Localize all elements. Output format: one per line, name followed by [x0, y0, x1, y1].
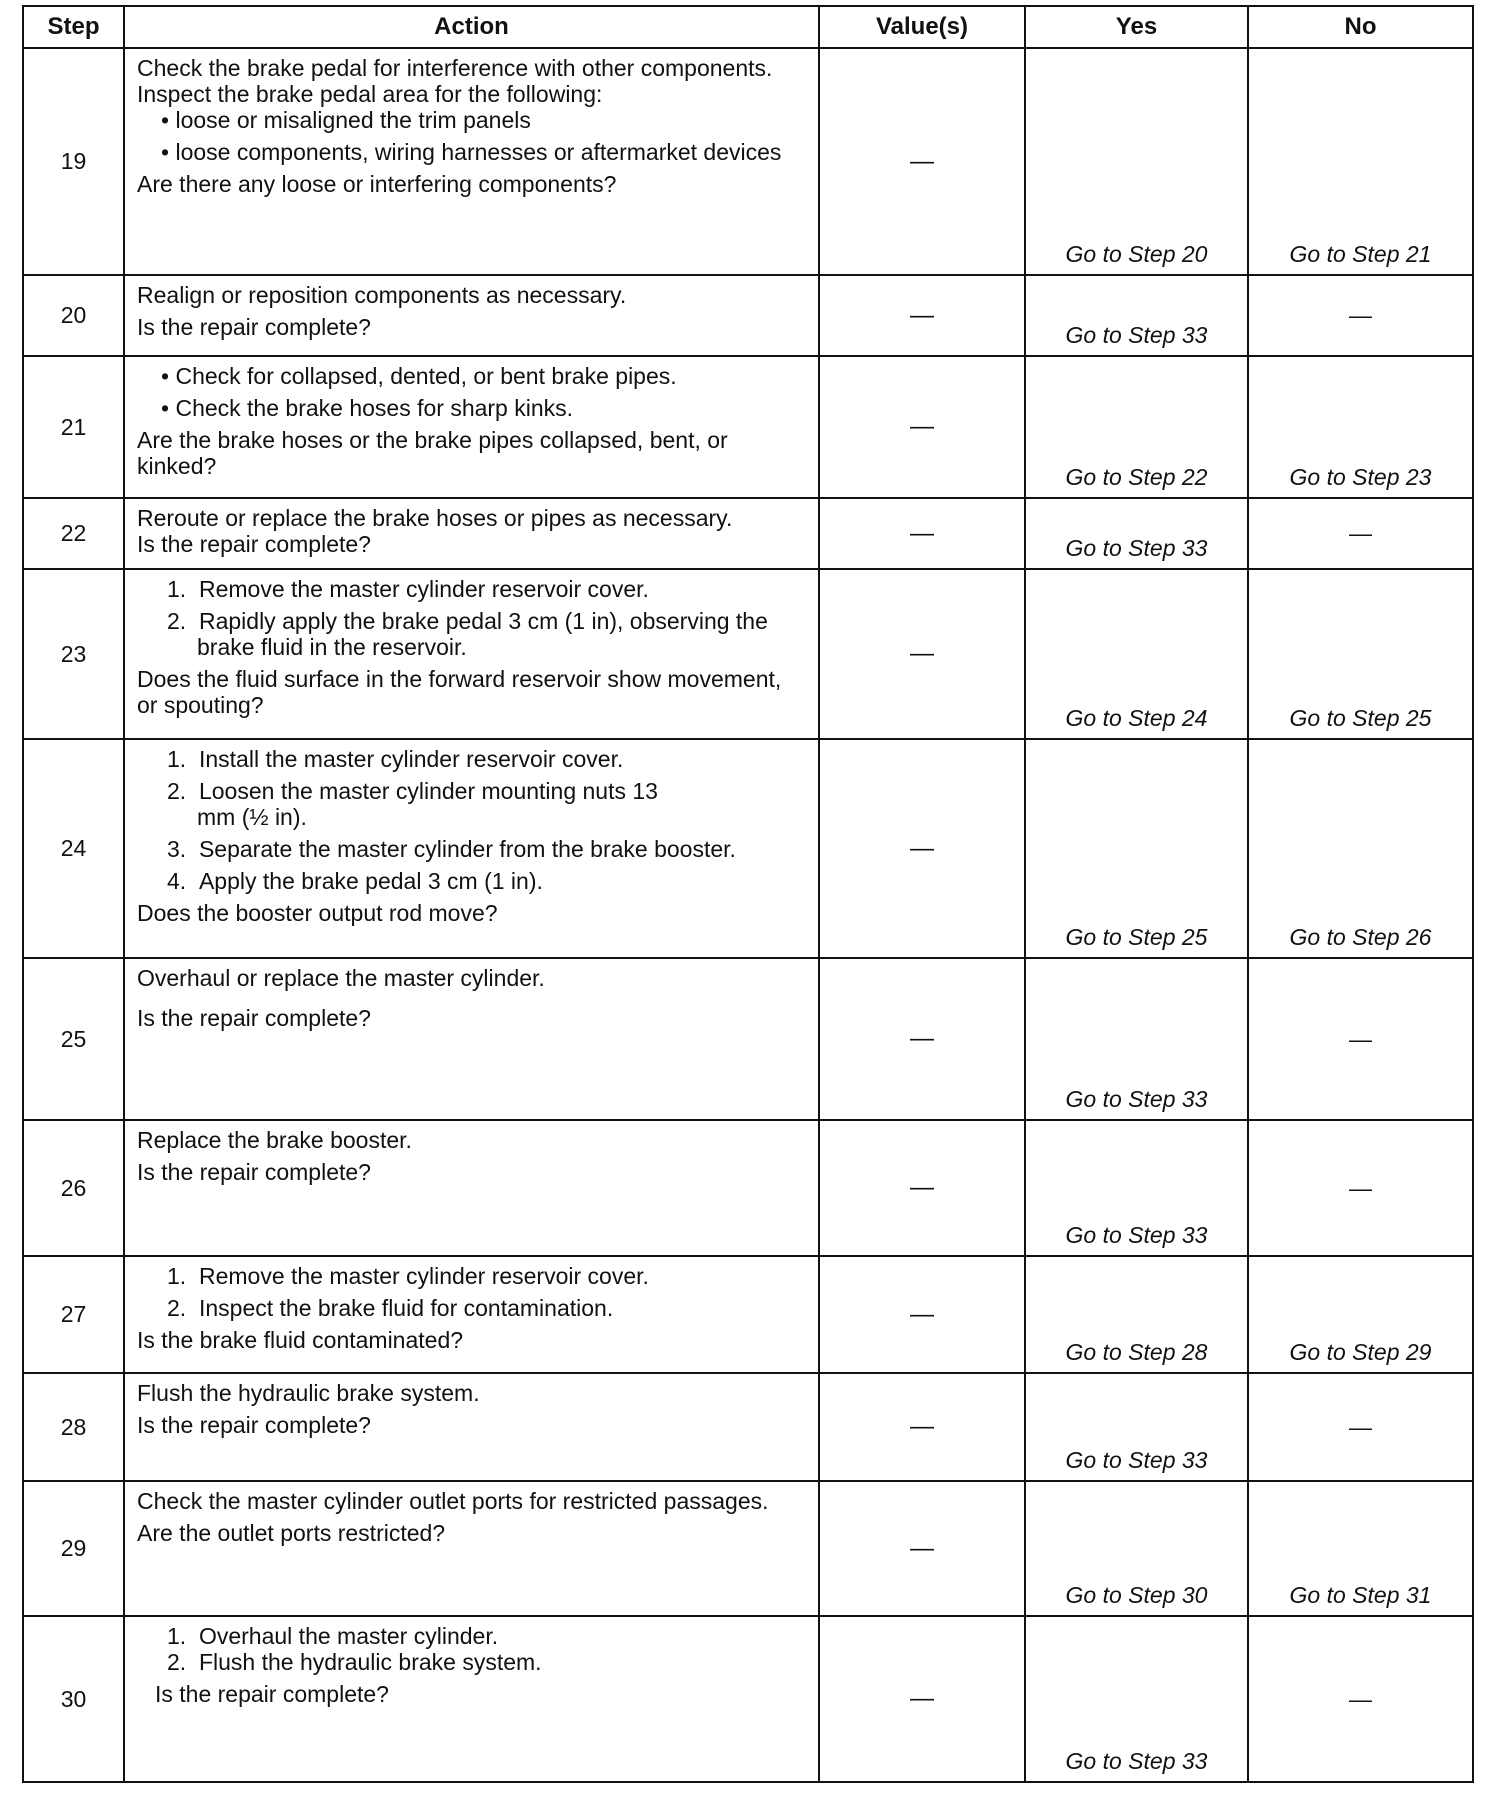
- step-value: —: [819, 1481, 1025, 1616]
- action-step: 1. Remove the master cylinder reservoir cover.: [167, 576, 649, 602]
- table-row: [23, 1481, 1473, 1616]
- action-question: Is the repair complete?: [155, 1681, 389, 1707]
- step-value: —: [819, 1373, 1025, 1481]
- step-yes: Go to Step 33: [1025, 1120, 1248, 1256]
- header-no: No: [1248, 6, 1473, 48]
- step-number: 28: [23, 1373, 124, 1481]
- step-value: —: [819, 1616, 1025, 1782]
- step-action: [124, 356, 819, 498]
- step-yes: Go to Step 33: [1025, 275, 1248, 356]
- table-row: [23, 739, 1473, 958]
- step-value: —: [819, 1256, 1025, 1373]
- header-yes: Yes: [1025, 6, 1248, 48]
- step-no: Go to Step 29: [1248, 1256, 1473, 1373]
- step-value: —: [819, 1120, 1025, 1256]
- step-action: [124, 569, 819, 739]
- header-row: [23, 6, 1473, 48]
- step-no: —: [1248, 1120, 1473, 1256]
- step-action: [124, 958, 819, 1120]
- header-values: Value(s): [819, 6, 1025, 48]
- step-action: [124, 1616, 819, 1782]
- step-action: [124, 739, 819, 958]
- step-number: 21: [23, 356, 124, 498]
- action-intro: Flush the hydraulic brake system.: [137, 1380, 480, 1406]
- step-value: —: [819, 569, 1025, 739]
- table-row: [23, 1616, 1473, 1782]
- action-question: Are the outlet ports restricted?: [137, 1520, 446, 1546]
- action-step: 1. Remove the master cylinder reservoir cover.: [167, 1263, 649, 1289]
- table-row: [23, 356, 1473, 498]
- action-step: 1. Overhaul the master cylinder.: [167, 1623, 499, 1649]
- step-action: [124, 1256, 819, 1373]
- step-value: —: [819, 739, 1025, 958]
- diagnostic-table-page: [22, 5, 1474, 1783]
- action-step: 1. Install the master cylinder reservoir cover.: [167, 746, 624, 772]
- action-bullet: • loose or misaligned the trim panels: [161, 107, 531, 133]
- step-number: 24: [23, 739, 124, 958]
- action-question: Are there any loose or interfering components?: [137, 171, 617, 197]
- action-question: Is the brake fluid contaminated?: [137, 1327, 464, 1353]
- table-row: [23, 569, 1473, 739]
- step-no: Go to Step 31: [1248, 1481, 1473, 1616]
- action-question: Is the repair complete?: [137, 531, 371, 557]
- header-step: Step: [23, 6, 124, 48]
- step-yes: Go to Step 28: [1025, 1256, 1248, 1373]
- step-value: —: [819, 48, 1025, 275]
- step-number: 23: [23, 569, 124, 739]
- step-no: Go to Step 25: [1248, 569, 1473, 739]
- action-bullet: • Check for collapsed, dented, or bent brake pipes.: [161, 363, 677, 389]
- step-yes: Go to Step 33: [1025, 1373, 1248, 1481]
- action-question: Does the booster output rod move?: [137, 900, 498, 926]
- step-yes: Go to Step 24: [1025, 569, 1248, 739]
- step-yes: Go to Step 22: [1025, 356, 1248, 498]
- header-action: Action: [124, 6, 819, 48]
- action-intro: Realign or reposition components as necessary.: [137, 282, 627, 308]
- step-action: [124, 48, 819, 275]
- action-step: 3. Separate the master cylinder from the brake booster.: [167, 836, 736, 862]
- step-number: 30: [23, 1616, 124, 1782]
- action-intro: Check the brake pedal for interference with other components. Inspect the brake pedal area for the following:: [137, 55, 773, 107]
- action-step: 2. Inspect the brake fluid for contamination.: [167, 1295, 614, 1321]
- step-no: Go to Step 26: [1248, 739, 1473, 958]
- action-bullet: • Check the brake hoses for sharp kinks.: [161, 395, 574, 421]
- action-question: Is the repair complete?: [137, 1005, 371, 1031]
- action-question: Is the repair complete?: [137, 314, 371, 340]
- step-no: —: [1248, 275, 1473, 356]
- step-number: 25: [23, 958, 124, 1120]
- step-action: [124, 498, 819, 569]
- step-value: —: [819, 498, 1025, 569]
- step-no: —: [1248, 498, 1473, 569]
- step-yes: Go to Step 33: [1025, 1616, 1248, 1782]
- step-number: 20: [23, 275, 124, 356]
- step-yes: Go to Step 20: [1025, 48, 1248, 275]
- action-question: Is the repair complete?: [137, 1412, 371, 1438]
- step-value: —: [819, 275, 1025, 356]
- table-row: [23, 1256, 1473, 1373]
- step-action: [124, 1481, 819, 1616]
- table-row: [23, 1373, 1473, 1481]
- step-no: —: [1248, 958, 1473, 1120]
- diagnostic-table: [22, 5, 1474, 1783]
- action-step: 4. Apply the brake pedal 3 cm (1 in).: [167, 868, 543, 894]
- step-no: Go to Step 23: [1248, 356, 1473, 498]
- step-no: Go to Step 21: [1248, 48, 1473, 275]
- action-intro: Reroute or replace the brake hoses or pipes as necessary.: [137, 505, 733, 531]
- action-question: Is the repair complete?: [137, 1159, 371, 1185]
- table-row: [23, 958, 1473, 1120]
- action-question: Does the fluid surface in the forward reservoir show movement, or spouting?: [137, 666, 782, 718]
- step-yes: Go to Step 25: [1025, 739, 1248, 958]
- step-action: [124, 275, 819, 356]
- step-number: 29: [23, 1481, 124, 1616]
- step-value: —: [819, 356, 1025, 498]
- step-number: 19: [23, 48, 124, 275]
- step-action: [124, 1373, 819, 1481]
- table-row: [23, 498, 1473, 569]
- step-yes: Go to Step 33: [1025, 498, 1248, 569]
- step-number: 22: [23, 498, 124, 569]
- step-yes: Go to Step 30: [1025, 1481, 1248, 1616]
- step-number: 26: [23, 1120, 124, 1256]
- step-yes: Go to Step 33: [1025, 958, 1248, 1120]
- action-intro: Overhaul or replace the master cylinder.: [137, 965, 545, 991]
- action-intro: Check the master cylinder outlet ports for restricted passages.: [137, 1488, 769, 1514]
- table-row: [23, 1120, 1473, 1256]
- action-step: 2. Rapidly apply the brake pedal 3 cm (1 in), observing the brake fluid in the reservoir.: [167, 608, 768, 660]
- step-no: —: [1248, 1373, 1473, 1481]
- action-step: 2. Flush the hydraulic brake system.: [167, 1649, 542, 1675]
- action-step: 2. Loosen the master cylinder mounting nuts 13 mm (½ in).: [167, 778, 658, 830]
- step-action: [124, 1120, 819, 1256]
- table-row: [23, 275, 1473, 356]
- step-number: 27: [23, 1256, 124, 1373]
- step-value: —: [819, 958, 1025, 1120]
- table-row: [23, 48, 1473, 275]
- action-question: Are the brake hoses or the brake pipes collapsed, bent, or kinked?: [137, 427, 728, 479]
- action-bullet: • loose components, wiring harnesses or aftermarket devices: [161, 139, 782, 165]
- step-no: —: [1248, 1616, 1473, 1782]
- action-intro: Replace the brake booster.: [137, 1127, 412, 1153]
